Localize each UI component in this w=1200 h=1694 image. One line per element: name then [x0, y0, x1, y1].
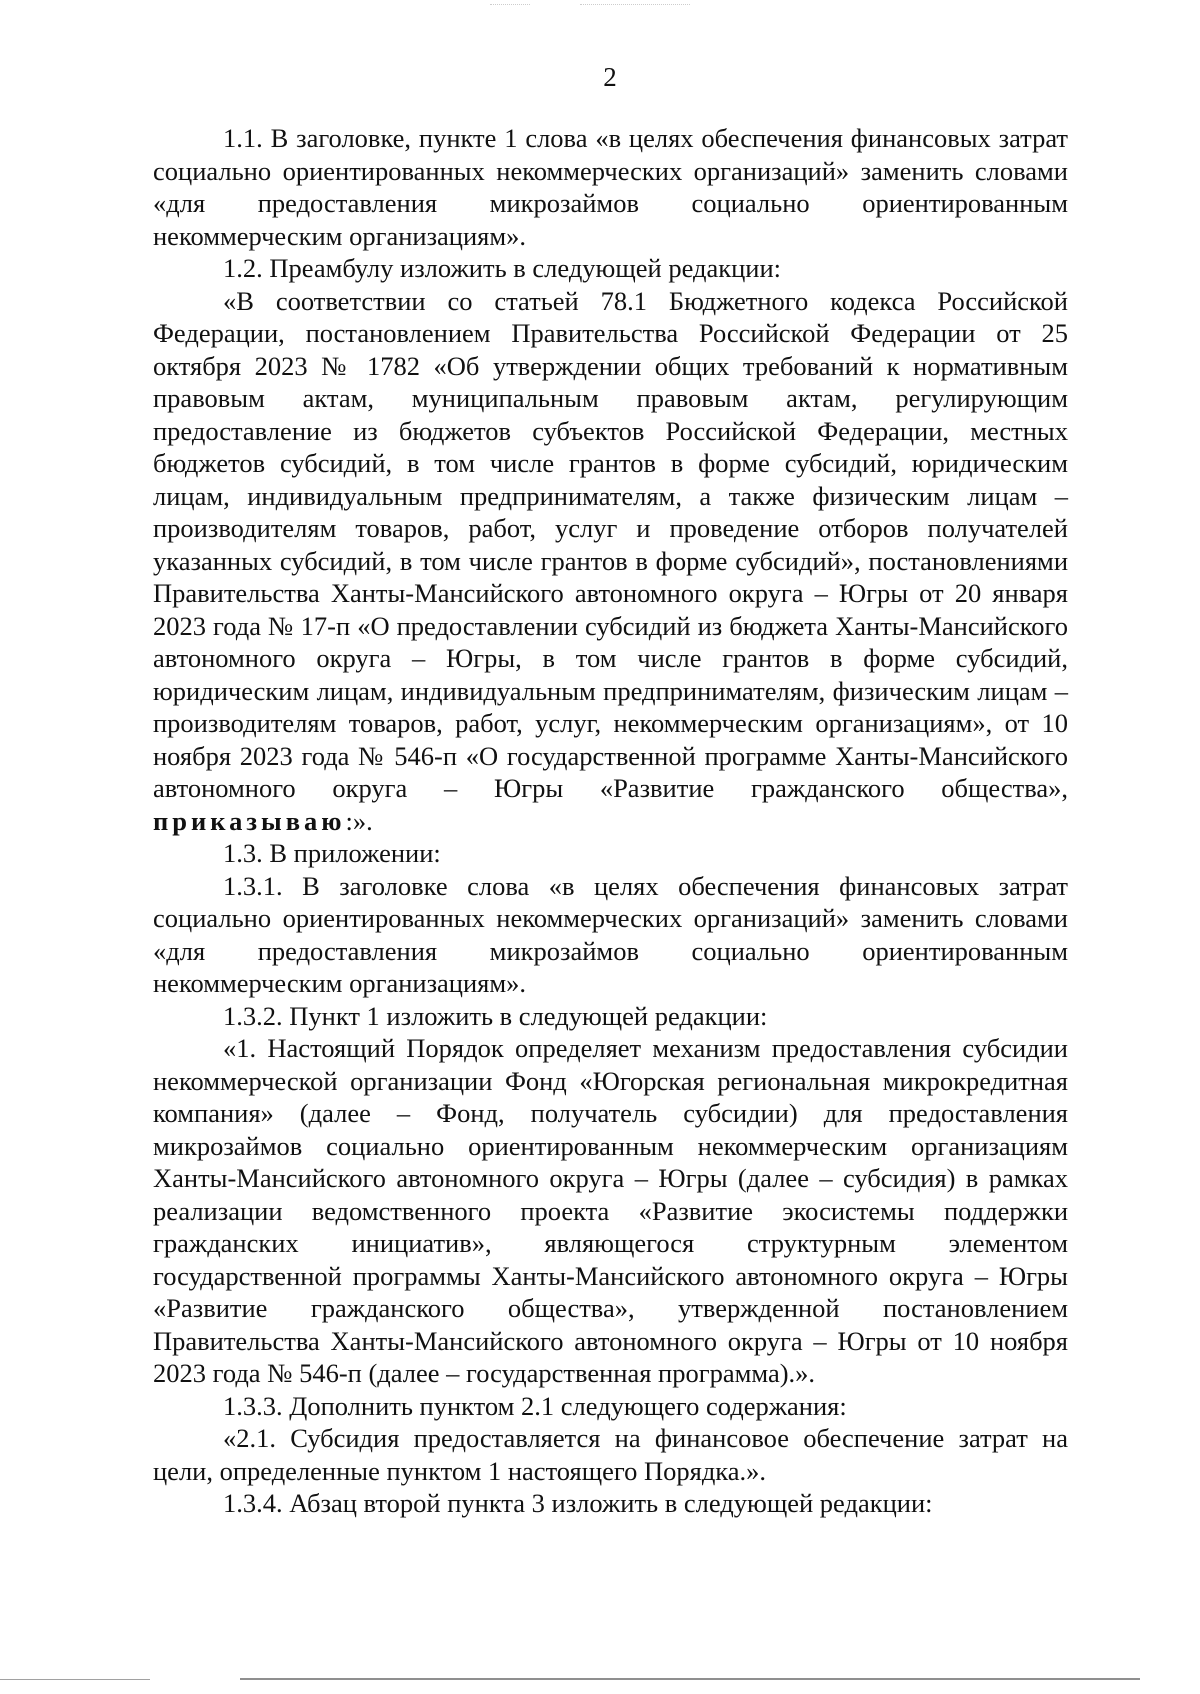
paragraph-1-2: 1.2. Преамбулу изложить в следующей редакции:	[223, 253, 782, 283]
scan-edge-line	[0, 1679, 150, 1680]
preamble-body: «В соответствии со статьей 78.1 Бюджетного кодекса Российской Федерации, постановлением Правительства Российской Федерации от 25 октября 2023 № 1782 «Об утверждении общих требований к нормативным правовым актам, муниципальным правовым актам, регулирующим предоставление из бюджетов субъектов Российской Федерации, местных бюджетов субсидий, в том числе грантов в форме субсидий, юридическим лицам, индивидуальным предпринимателям, а также физическим лицам – производителям товаров, работ, услуг и проведение отборов получателей указанных субсидий, в том числе грантов в форме субсидий», постановлениями Правительства Ханты-Мансийского автономного округа – Югры от 20 января 2023 года № 17-п «О предоставлении субсидий из бюджета Ханты-Мансийского автономного округа – Югры, в том числе грантов в форме субсидий, юридическим лицам, индивидуальным предпринимателям, физическим лицам – производителям товаров, работ, услуг, некоммерческим организациям», от 10 ноября 2023 года № 546-п «О государственной программе Ханты-Мансийского автономного округа – Югры «Развитие гражданского общества»,	[153, 285, 1068, 803]
paragraph-1-3-1: 1.3.1. В заголовке слова «в целях обеспечения финансовых затрат социально ориентированных некоммерческих организаций» заменить словами «для предоставления микрозаймов социально ориентированным некоммерческим организациям».	[153, 870, 1068, 998]
paragraph-1-3-3: 1.3.3. Дополнить пунктом 2.1 следующего содержания:	[223, 1390, 847, 1421]
page-number: 2	[603, 62, 617, 92]
paragraph-1-3-4: 1.3.4. Абзац второй пункта 3 изложить в следующей редакции:	[223, 1488, 933, 1518]
scan-artifact	[490, 4, 530, 19]
paragraph-1-3-2: 1.3.2. Пункт 1 изложить в следующей редакции:	[223, 1000, 768, 1031]
paragraph-1-3-2-quote: «1. Настоящий Порядок определяет механизм предоставления субсидии некоммерческой организации Фонд «Югорская региональная микрокредитная компания» (далее – Фонд, получатель субсидии) для предоставления микрозаймов социально ориентированным некоммерческим организациям Ханты-Мансийского автономного округа – Югры (далее – субсидия) в рамках реализации ведомственного проекта «Развитие экосистемы поддержки гражданских инициатив», являющегося структурным элементом государственной программы Ханты-Мансийского автономного округа – Югры «Развитие гражданского общества», утвержденной постановлением Правительства Ханты-Мансийского автономного округа – Югры от 10 ноября 2023 года № 546-п (далее – государственная программа).».	[153, 1033, 1068, 1388]
scan-edge-line	[240, 1678, 1140, 1680]
paragraph-1-3: 1.3. В приложении:	[223, 838, 441, 868]
paragraph-1-1: 1.1. В заголовке, пункте 1 слова «в целях обеспечения финансовых затрат социально ориентированных некоммерческих организаций» заменить словами «для предоставления микрозаймов социально ориентированным некоммерческим организациям».	[153, 123, 1068, 251]
preamble-spaced-word: приказываю	[153, 805, 346, 836]
preamble-text	[153, 285, 1068, 838]
scan-artifact	[580, 4, 690, 19]
document-body	[153, 122, 1068, 1520]
paragraph-1-3-3-quote: «2.1. Субсидия предоставляется на финансовое обеспечение затрат на цели, определенные пунктом 1 настоящего Порядка.».	[153, 1423, 1068, 1486]
preamble-tail: :».	[345, 805, 373, 836]
